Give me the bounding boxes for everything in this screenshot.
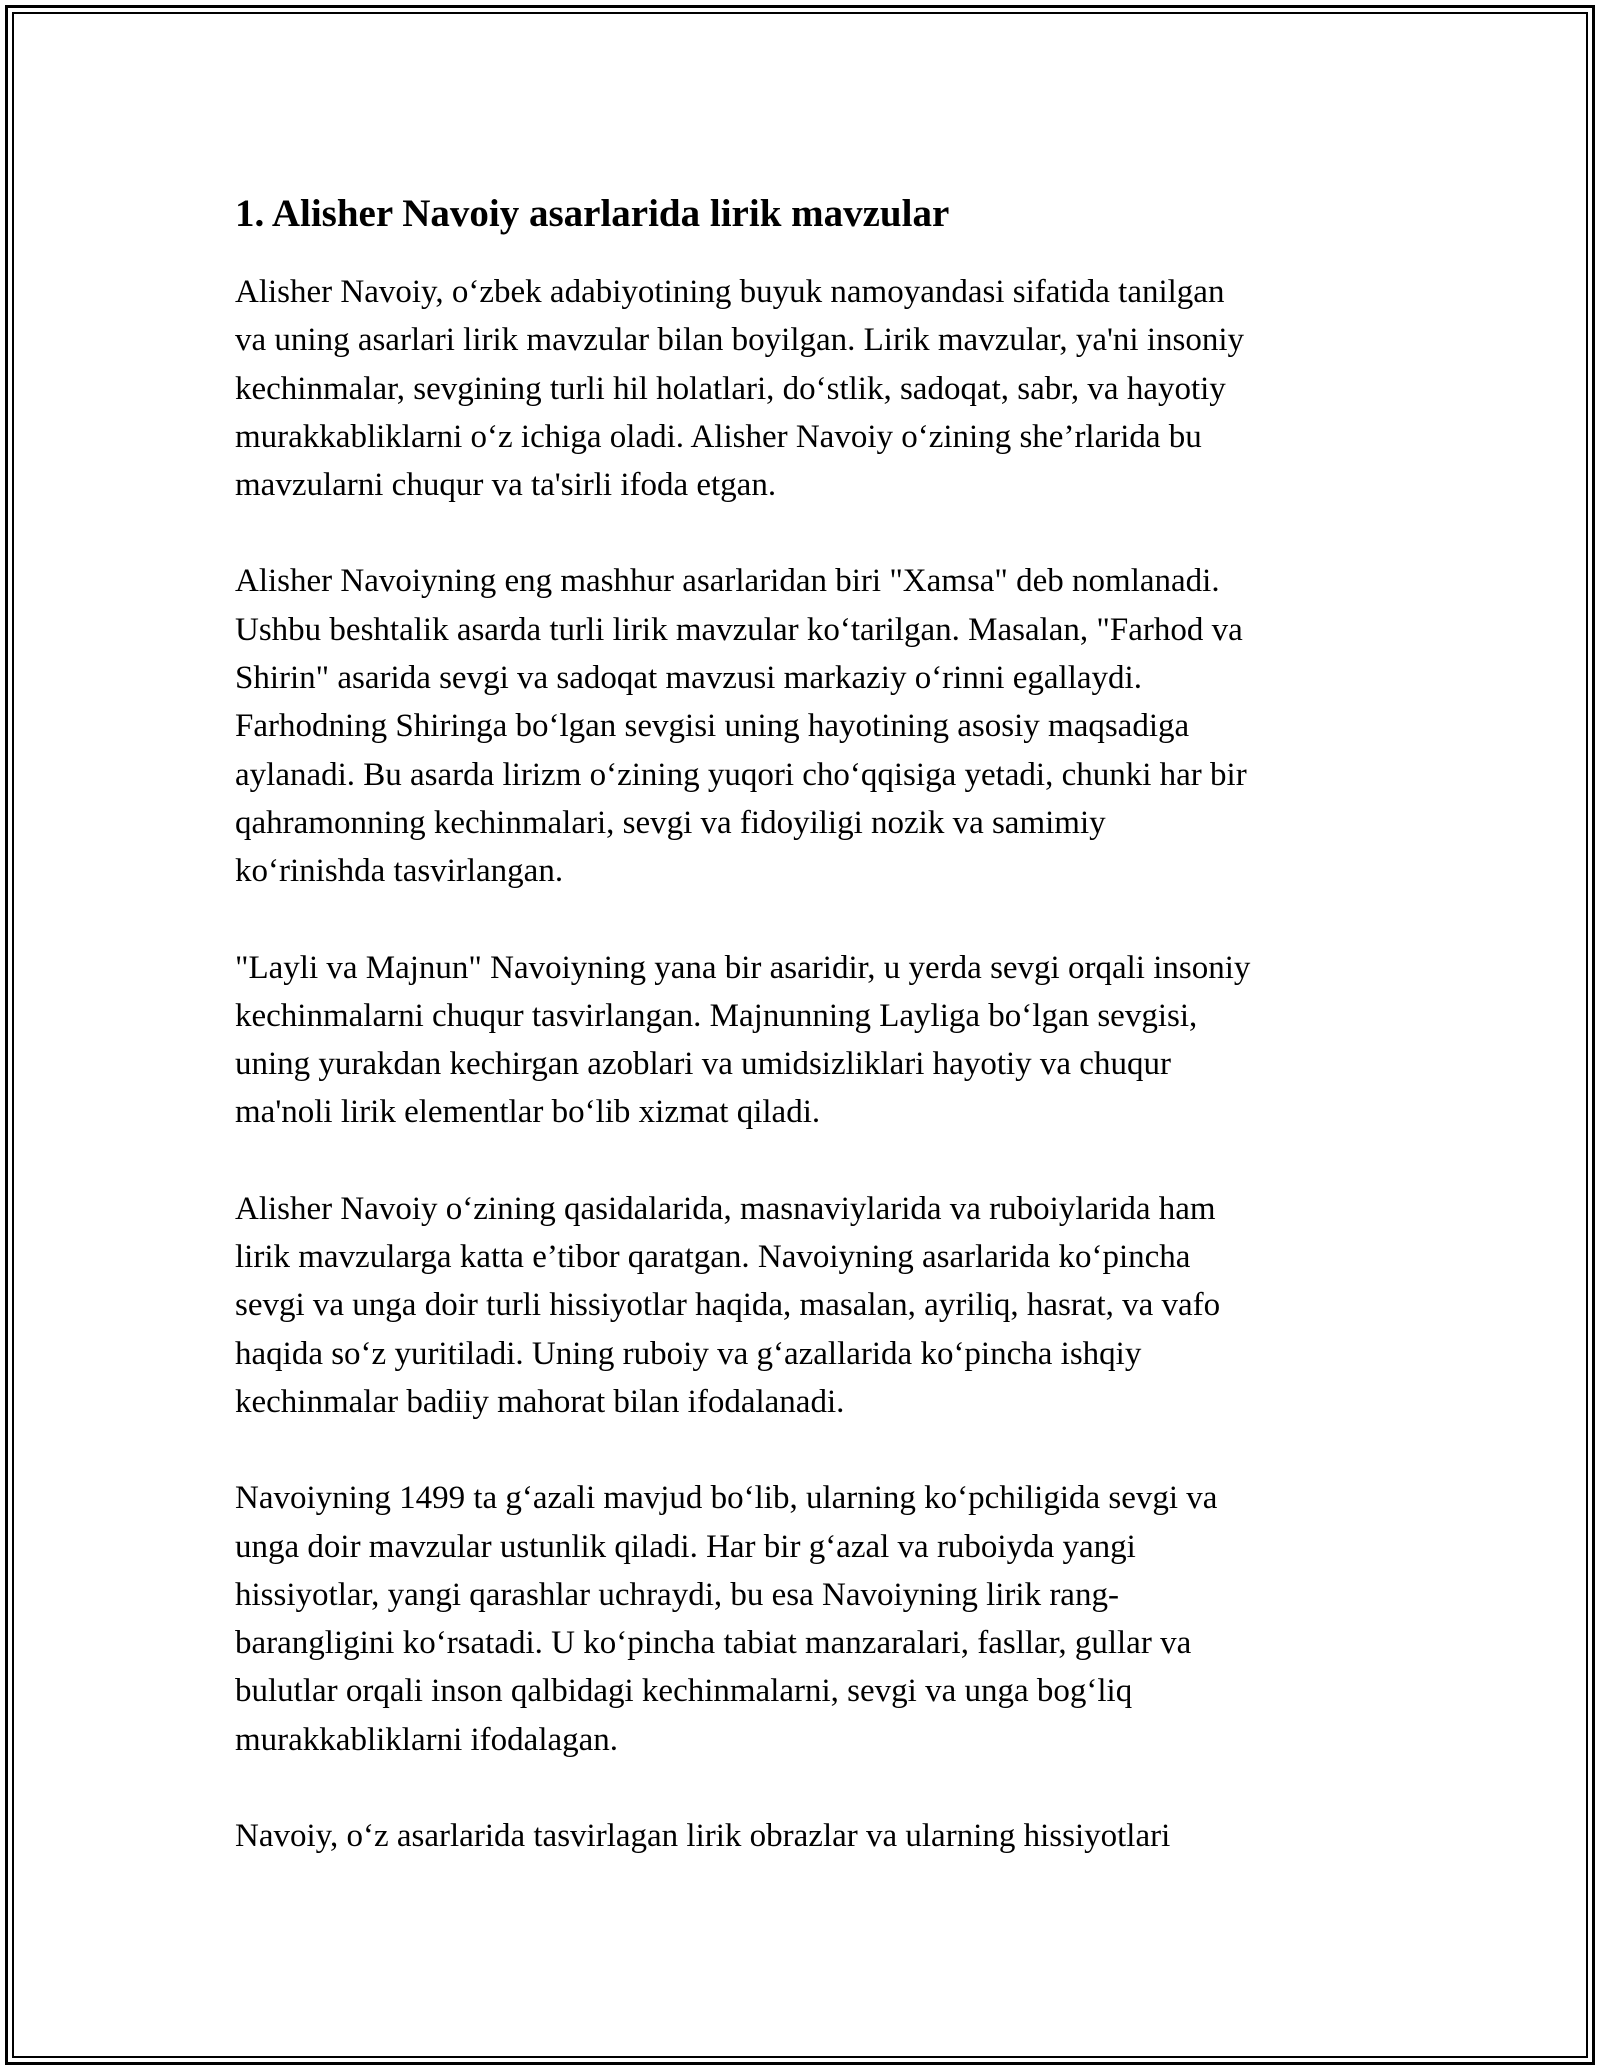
paragraph-4 [235, 1185, 1375, 1426]
text-line: Shirin" asarida sevgi va sadoqat mavzusi markaziy o‘rinni egallaydi. [235, 660, 1142, 697]
paragraph-6 [235, 1812, 1375, 1860]
text-line: Alisher Navoiy, o‘zbek adabiyotining buyuk namoyandasi sifatida tanilgan [235, 274, 1225, 310]
text-line: haqida so‘z yuritiladi. Uning ruboiy va g‘azallarida ko‘pincha ishqiy [235, 1335, 1142, 1372]
text-line: va uning asarlari lirik mavzular bilan boyilgan. Lirik mavzular, ya'ni insoniy [235, 322, 1245, 359]
text-line: sevgi va unga doir turli hissiyotlar haqida, masalan, ayriliq, hasrat, va vafo [235, 1287, 1221, 1324]
text-line: barangligini ko‘rsatadi. U ko‘pincha tabiat manzaralari, fasllar, gullar va [235, 1625, 1192, 1662]
text-line: Alisher Navoiy o‘zining qasidalarida, masnaviylarida va ruboiylarida ham [235, 1190, 1216, 1227]
paragraph-1 [235, 268, 1375, 509]
text-line: aylanadi. Bu asarda lirizm o‘zining yuqori cho‘qqisiga yetadi, chunki har bir [235, 756, 1247, 793]
text-line: Ushbu beshtalik asarda turli lirik mavzular ko‘tarilgan. Masalan, "Farhod va [235, 611, 1243, 648]
text-line: hissiyotlar, yangi qarashlar uchraydi, bu esa Navoiyning lirik rang- [235, 1576, 1119, 1613]
paragraph-2 [235, 557, 1375, 895]
text-line: Navoiyning 1499 ta g‘azali mavjud bo‘lib, ularning ko‘pchiligida sevgi va [235, 1480, 1218, 1517]
text-line: kechinmalar badiiy mahorat bilan ifodalanadi. [235, 1383, 845, 1420]
paragraph-3 [235, 944, 1375, 1137]
text-line: kechinmalar, sevgining turli hil holatlari, do‘stlik, sadoqat, sabr, va hayotiy [235, 370, 1226, 407]
section-heading: 1. Alisher Navoiy asarlarida lirik mavzular [235, 192, 950, 235]
text-line: qahramonning kechinmalari, sevgi va fidoyiligi nozik va samimiy [235, 804, 1106, 841]
text-line: uning yurakdan kechirgan azoblari va umidsizliklari hayotiy va chuqur [235, 1046, 1171, 1083]
text-line: "Layli va Majnun" Navoiyning yana bir asaridir, u yerda sevgi orqali insoniy [235, 949, 1251, 986]
text-line: kechinmalarni chuqur tasvirlangan. Majnunning Layliga bo‘lgan sevgisi, [235, 997, 1198, 1034]
text-line: bulutlar orqali inson qalbidagi kechinmalarni, sevgi va unga bog‘liq [235, 1673, 1133, 1710]
text-line: mavzularni chuqur va ta'sirli ifoda etgan. [235, 467, 777, 504]
text-line: murakkabliklarni o‘z ichiga oladi. Alisher Navoiy o‘zining she’rlarida bu [235, 418, 1202, 455]
text-line: Navoiy, o‘z asarlarida tasvirlagan lirik obrazlar va ularning hissiyotlari [235, 1818, 1171, 1855]
text-line: lirik mavzularga katta e’tibor qaratgan. Navoiyning asarlarida ko‘pincha [235, 1239, 1191, 1276]
text-line: ma'noli lirik elementlar bo‘lib xizmat qiladi. [235, 1094, 821, 1131]
text-line: Alisher Navoiyning eng mashhur asarlaridan biri "Xamsa" deb nomlanadi. [235, 563, 1220, 600]
document-body [235, 186, 1375, 1908]
text-line: ko‘rinishda tasvirlangan. [235, 853, 564, 890]
text-line: Farhodning Shiringa bo‘lgan sevgisi uning hayotining asosiy maqsadiga [235, 708, 1190, 745]
text-line: murakkabliklarni ifodalagan. [235, 1721, 619, 1758]
paragraph-5 [235, 1474, 1375, 1764]
text-line: unga doir mavzular ustunlik qiladi. Har bir g‘azal va ruboiyda yangi [235, 1528, 1136, 1565]
